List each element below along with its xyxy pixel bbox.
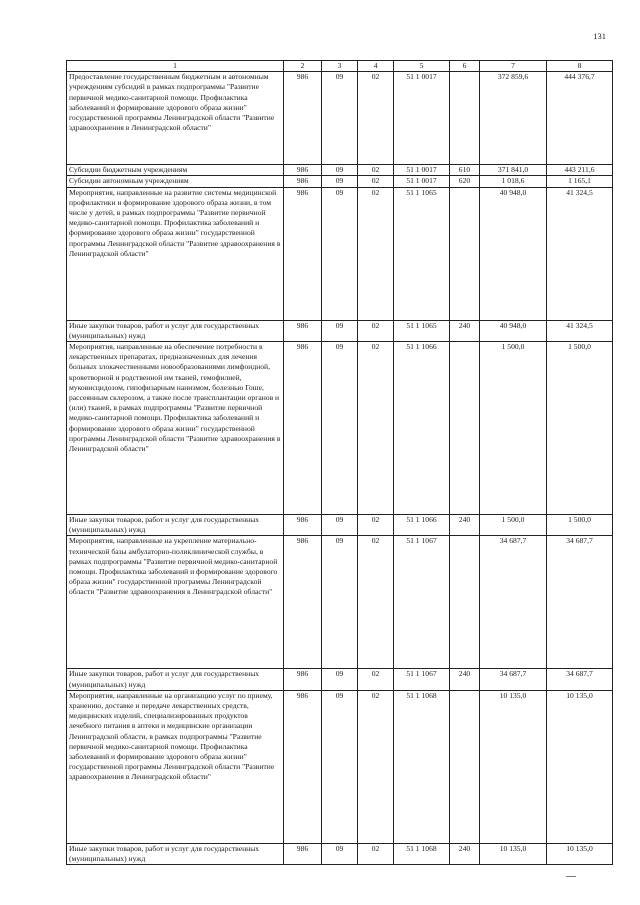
cell-amount-1: 40 948,0 [480, 187, 547, 320]
table-row [67, 165, 613, 176]
cell-amount-2: 1 500,0 [547, 342, 613, 515]
cell-target: 51 1 1068 [394, 843, 450, 864]
cell-code: 986 [284, 72, 322, 165]
cell-code: 986 [284, 690, 322, 843]
cell-section: 09 [322, 320, 358, 341]
cell-code: 986 [284, 515, 322, 536]
row-description: Иные закупки товаров, работ и услуг для государственных (муниципальных) нужд [67, 669, 284, 690]
cell-amount-2: 444 376,7 [547, 72, 613, 165]
column-header: 6 [450, 61, 480, 72]
cell-target: 51 1 0017 [394, 176, 450, 187]
cell-subsection: 02 [358, 515, 394, 536]
cell-amount-2: 10 135,0 [547, 690, 613, 843]
cell-type: 610 [450, 165, 480, 176]
cell-target: 51 1 0017 [394, 165, 450, 176]
cell-type: 240 [450, 843, 480, 864]
cell-section: 09 [322, 72, 358, 165]
table-row [67, 536, 613, 669]
cell-section: 09 [322, 165, 358, 176]
cell-amount-2: 41 324,5 [547, 320, 613, 341]
cell-subsection: 02 [358, 669, 394, 690]
row-description: Субсидии бюджетным учреждениям [67, 165, 284, 176]
cell-code: 986 [284, 843, 322, 864]
cell-amount-1: 1 018,6 [480, 176, 547, 187]
cell-target: 51 1 1067 [394, 536, 450, 669]
cell-amount-1: 34 687,7 [480, 536, 547, 669]
column-header: 4 [358, 61, 394, 72]
table-row [67, 690, 613, 843]
table-row [67, 515, 613, 536]
page-number: 131 [593, 31, 606, 41]
cell-target: 51 1 1066 [394, 342, 450, 515]
row-description: Иные закупки товаров, работ и услуг для государственных (муниципальных) нужд [67, 843, 284, 864]
cell-amount-1: 372 859,6 [480, 72, 547, 165]
cell-subsection: 02 [358, 72, 394, 165]
cell-amount-2: 443 211,6 [547, 165, 613, 176]
column-header: 8 [547, 61, 613, 72]
cell-subsection: 02 [358, 165, 394, 176]
cell-amount-1: 10 135,0 [480, 843, 547, 864]
cell-amount-2: 34 687,7 [547, 669, 613, 690]
column-header: 1 [67, 61, 284, 72]
cell-type [450, 536, 480, 669]
cell-code: 986 [284, 176, 322, 187]
row-description: Субсидии автономным учреждениям [67, 176, 284, 187]
cell-type [450, 342, 480, 515]
table-row [67, 72, 613, 165]
cell-amount-1: 1 500,0 [480, 515, 547, 536]
row-description: Иные закупки товаров, работ и услуг для государственных (муниципальных) нужд [67, 515, 284, 536]
cell-type: 240 [450, 669, 480, 690]
cell-target: 51 1 1065 [394, 187, 450, 320]
cell-code: 986 [284, 536, 322, 669]
table-row [67, 843, 613, 864]
header-row [67, 61, 613, 72]
cell-type [450, 72, 480, 165]
budget-table [66, 60, 613, 865]
table-row [67, 176, 613, 187]
row-description: Мероприятия, направленные на развитие системы медицинской профилактики и формирование здорового образа жизни, в том числе у детей, в рамках подпрограммы "Развитие первичной медико-санитарной помощи. Профилактика заболеваний и формирование здорового образа жизни" государственной программы Ленинградской области "Развитие здравоохранения в Ленинградской области" [67, 187, 284, 320]
cell-section: 09 [322, 536, 358, 669]
row-description: Иные закупки товаров, работ и услуг для государственных (муниципальных) нужд [67, 320, 284, 341]
column-header: 3 [322, 61, 358, 72]
cell-amount-1: 1 500,0 [480, 342, 547, 515]
cell-target: 51 1 0017 [394, 72, 450, 165]
row-description: Мероприятия, направленные на обеспечение потребности в лекарственных препаратах, предназначенных для лечения больных злокачественными новообразованиями лимфоидной, кроветворной и родственной им тканей, гемофилией, муковисцидозом, гипофизарным нанизмом, болезнью Гоше, рассеянным склерозом, а также после трансплантации органов и (или) тканей, в рамках подпрограммы "Развитие первичной медико-санитарной помощи. Профилактика заболеваний и формирование здорового образа жизни" государственной программы Ленинградской области "Развитие здравоохранения в Ленинградской области" [67, 342, 284, 515]
table-row [67, 187, 613, 320]
table-row [67, 320, 613, 341]
cell-target: 51 1 1066 [394, 515, 450, 536]
cell-code: 986 [284, 669, 322, 690]
cell-subsection: 02 [358, 342, 394, 515]
cell-type: 240 [450, 515, 480, 536]
cell-subsection: 02 [358, 843, 394, 864]
cell-type [450, 187, 480, 320]
cell-section: 09 [322, 690, 358, 843]
cell-type: 620 [450, 176, 480, 187]
cell-subsection: 02 [358, 536, 394, 669]
cell-amount-2: 10 135,0 [547, 843, 613, 864]
column-header: 7 [480, 61, 547, 72]
cell-amount-1: 371 841,0 [480, 165, 547, 176]
cell-section: 09 [322, 342, 358, 515]
cell-subsection: 02 [358, 690, 394, 843]
cell-code: 986 [284, 187, 322, 320]
cell-subsection: 02 [358, 176, 394, 187]
cell-subsection: 02 [358, 187, 394, 320]
cell-amount-1: 40 948,0 [480, 320, 547, 341]
cell-amount-2: 1 165,1 [547, 176, 613, 187]
cell-amount-1: 34 687,7 [480, 669, 547, 690]
cell-code: 986 [284, 342, 322, 515]
column-header: 2 [284, 61, 322, 72]
cell-target: 51 1 1065 [394, 320, 450, 341]
cell-section: 09 [322, 515, 358, 536]
table-row [67, 669, 613, 690]
cell-amount-2: 34 687,7 [547, 536, 613, 669]
cell-section: 09 [322, 176, 358, 187]
cell-section: 09 [322, 187, 358, 320]
cell-amount-2: 1 500,0 [547, 515, 613, 536]
cell-section: 09 [322, 669, 358, 690]
table-row [67, 342, 613, 515]
cell-type [450, 690, 480, 843]
cell-type: 240 [450, 320, 480, 341]
cell-section: 09 [322, 843, 358, 864]
row-description: Мероприятия, направленные на укрепление материально-технической базы амбулаторно-поликлинической службы, в рамках подпрограммы "Развитие первичной медико-санитарной помощи. Профилактика заболеваний и формирование здорового образа жизни" государственной программы Ленинградской области "Развитие здравоохранения в Ленинградской области" [67, 536, 284, 669]
bottom-mark [566, 876, 576, 877]
cell-code: 986 [284, 165, 322, 176]
cell-code: 986 [284, 320, 322, 341]
cell-amount-2: 41 324,5 [547, 187, 613, 320]
row-description: Мероприятия, направленные на организацию услуг по приему, хранению, доставке и передаче лекарственных средств, медицинских изделий, специализированных продуктов лечебного питания в аптеки и медицинские организации Ленинградской области, в рамках подпрограммы "Развитие первичной медико-санитарной помощи. Профилактика заболеваний и формирование здорового образа жизни" государственной программы Ленинградской области "Развитие здравоохранения в Ленинградской области" [67, 690, 284, 843]
cell-amount-1: 10 135,0 [480, 690, 547, 843]
row-description: Предоставление государственным бюджетным и автономным учреждениям субсидий в рамках подпрограммы "Развитие первичной медико-санитарной помощи. Профилактика заболеваний и формирование здорового образа жизни" государственной программы Ленинградской области "Развитие здравоохранения в Ленинградской области" [67, 72, 284, 165]
column-header: 5 [394, 61, 450, 72]
cell-target: 51 1 1067 [394, 669, 450, 690]
cell-target: 51 1 1068 [394, 690, 450, 843]
cell-subsection: 02 [358, 320, 394, 341]
